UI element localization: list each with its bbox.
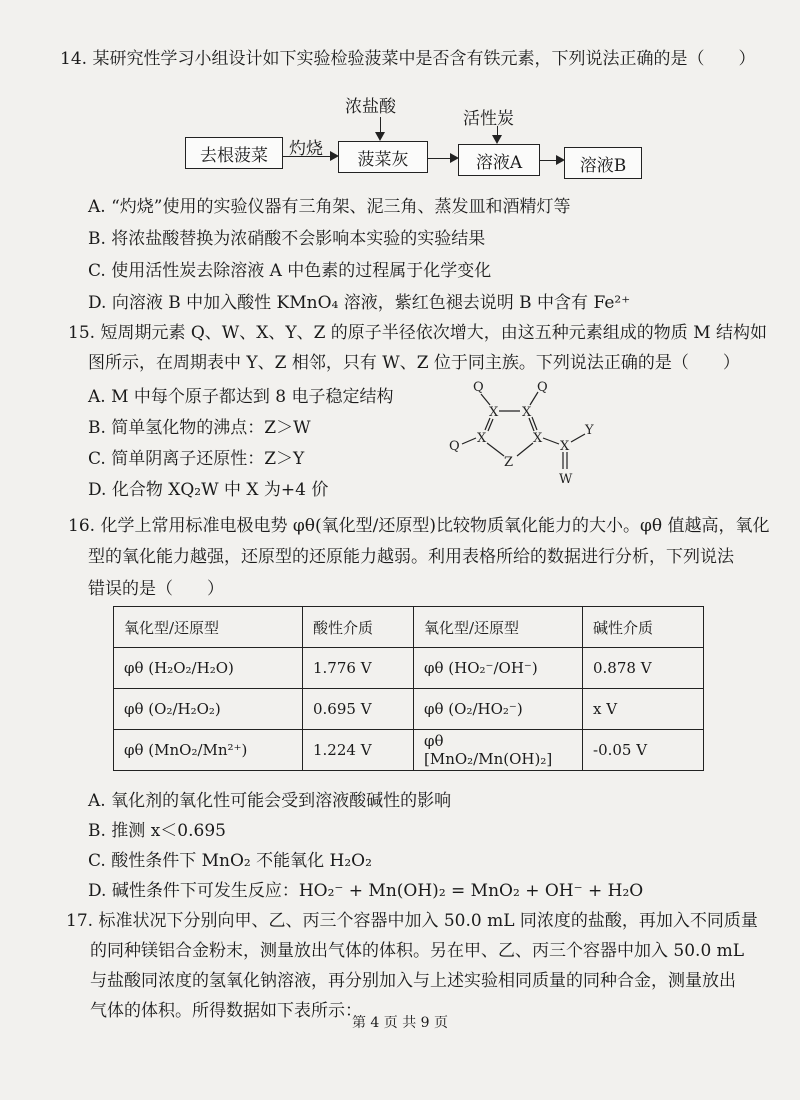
- atom-x-top-left: X: [489, 405, 499, 420]
- flow-box-ash: [338, 141, 428, 173]
- flow-box-solution-b-text: 溶液B: [579, 155, 627, 176]
- table-cell: φθ (O₂/HO₂⁻): [414, 689, 583, 730]
- table-cell: 1.776 V: [303, 648, 414, 689]
- atom-x-top-right: X: [522, 405, 532, 420]
- flow-arrow-hcl: [380, 117, 381, 139]
- q14-stem: 14. 某研究性学习小组设计如下实验检验菠菜中是否含有铁元素，下列说法正确的是（ ）: [60, 49, 756, 69]
- table-row: [114, 689, 704, 730]
- table-cell: -0.05 V: [583, 730, 704, 771]
- atom-z: Z: [504, 455, 514, 470]
- q14-option-b: B. 将浓盐酸替换为浓硝酸不会影响本实验的实验结果: [88, 229, 486, 249]
- q14-option-c: C. 使用活性炭去除溶液 A 中色素的过程属于化学变化: [88, 261, 492, 281]
- molecule-structure-diagram: [440, 372, 610, 490]
- flow-arrow-carbon: [497, 126, 498, 142]
- q14-option-d: D. 向溶液 B 中加入酸性 KMnO₄ 溶液，紫红色褪去说明 B 中含有 Fe²⁺: [88, 293, 631, 313]
- reagent-hcl-label: 浓盐酸: [345, 97, 396, 117]
- q17-line3: 与盐酸同浓度的氢氧化钠溶液，再分别加入与上述实验相同质量的同种合金，测量放出: [90, 971, 736, 991]
- q16-option-a: A. 氧化剂的氧化性可能会受到溶液酸碱性的影响: [88, 791, 452, 811]
- flow-arrow-1: [282, 156, 337, 157]
- table-cell: φθ (H₂O₂/H₂O): [114, 648, 303, 689]
- table-header-cell: 酸性介质: [303, 607, 414, 648]
- table-header-row: [114, 607, 704, 648]
- potential-table: [113, 606, 704, 771]
- q15-stem-line1: 15. 短周期元素 Q、W、X、Y、Z 的原子半径依次增大，由这五种元素组成的物质 M 结构如: [68, 323, 768, 343]
- q16-option-b: B. 推测 x＜0.695: [88, 821, 226, 841]
- table-cell: 0.878 V: [583, 648, 704, 689]
- table-cell: 0.695 V: [303, 689, 414, 730]
- atom-w: W: [559, 472, 573, 487]
- atom-q-left: Q: [449, 439, 460, 454]
- q15-option-c: C. 简单阴离子还原性：Z＞Y: [88, 449, 305, 469]
- reagent-carbon-label: 活性炭: [463, 109, 514, 129]
- q17-line1: 17. 标准状况下分别向甲、乙、丙三个容器中加入 50.0 mL 同浓度的盐酸，再加入不同质量: [66, 911, 758, 931]
- flow-arrow-3: [539, 160, 563, 161]
- atom-q-top-left: Q: [473, 380, 484, 395]
- flow-box-solution-b: [564, 147, 642, 179]
- atom-y: Y: [585, 423, 594, 438]
- q15-option-a: A. M 中每个原子都达到 8 电子稳定结构: [88, 387, 394, 407]
- table-row: [114, 730, 704, 771]
- flow-box-spinach: [185, 137, 283, 169]
- atom-x-right: X: [533, 431, 543, 446]
- table-row: [114, 648, 704, 689]
- q17-line4: 气体的体积。所得数据如下表所示：: [90, 1001, 362, 1021]
- q16-stem-line3: 错误的是（ ）: [88, 579, 224, 599]
- q16-stem-line1: 16. 化学上常用标准电极电势 φθ(氧化型/还原型)比较物质氧化能力的大小。φθ 值越高，氧化: [68, 516, 770, 536]
- table-cell: 1.224 V: [303, 730, 414, 771]
- table-cell: x V: [583, 689, 704, 730]
- q14-option-a: A. “灼烧”使用的实验仪器有三角架、泥三角、蒸发皿和酒精灯等: [88, 197, 571, 217]
- q15-stem-line2: 图所示，在周期表中 Y、Z 相邻，只有 W、Z 位于同主族。下列说法正确的是（ ）: [88, 353, 740, 373]
- table-header-cell: 碱性介质: [583, 607, 704, 648]
- q16-option-c: C. 酸性条件下 MnO₂ 不能氧化 H₂O₂: [88, 851, 372, 871]
- flow-box-ash-text: 菠菜灰: [357, 149, 409, 170]
- q16-stem-line2: 型的氧化能力越强，还原型的还原能力越弱。利用表格所给的数据进行分析，下列说法: [88, 547, 734, 567]
- atom-x-left: X: [477, 431, 487, 446]
- q17-line2: 的同种镁铝合金粉末，测量放出气体的体积。另在甲、乙、丙三个容器中加入 50.0 mL: [90, 941, 745, 961]
- q15-option-d: D. 化合物 XQ₂W 中 X 为+4 价: [88, 480, 329, 500]
- table-cell: φθ (O₂/H₂O₂): [114, 689, 303, 730]
- page-footer: 第 4 页 共 9 页: [351, 1015, 449, 1031]
- flow-box-solution-a-text: 溶液A: [475, 152, 523, 173]
- table-header-cell: 氧化型/还原型: [114, 607, 303, 648]
- flow-step-burn: 灼烧: [289, 139, 323, 159]
- table-cell: φθ (HO₂⁻/OH⁻): [414, 648, 583, 689]
- table-cell: φθ (MnO₂/Mn²⁺): [114, 730, 303, 771]
- q15-option-b: B. 简单氢化物的沸点：Z＞W: [88, 418, 311, 438]
- table-cell: φθ [MnO₂/Mn(OH)₂]: [414, 730, 583, 771]
- flow-box-solution-a: [458, 144, 540, 176]
- atom-x-side: X: [560, 439, 570, 454]
- atom-q-top-right: Q: [537, 380, 548, 395]
- flow-arrow-2: [427, 158, 457, 159]
- flow-box-spinach-text: 去根菠菜: [200, 145, 268, 166]
- q16-option-d: D. 碱性条件下可发生反应：HO₂⁻ + Mn(OH)₂ = MnO₂ + OH⁻ + H₂O: [88, 881, 644, 901]
- table-header-cell: 氧化型/还原型: [414, 607, 583, 648]
